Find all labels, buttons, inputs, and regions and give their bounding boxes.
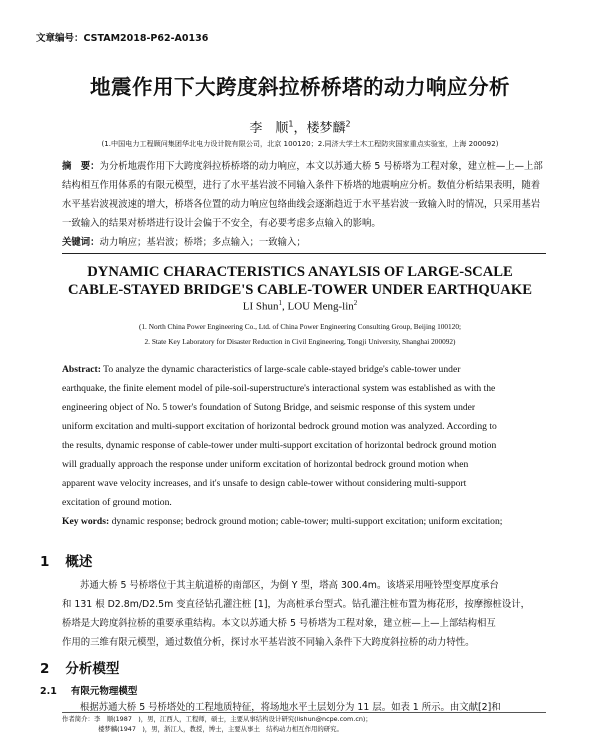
section-1-line-1: 苏通大桥 5 号桥塔位于其主航道桥的南部区，为倒 Y 型，塔高 300.4m。该塔采用哑铃型变厚度承台 [80, 580, 499, 591]
separator-line [62, 253, 546, 254]
section-1-line-2: 和 131 根 D2.8m/D2.5m 变直径钻孔灌注桩 [1]，为高桩承台型式。钻孔灌注桩布置为梅花形，按摩擦桩设计， [62, 599, 531, 610]
footnote [62, 714, 546, 734]
abstract-zh-label: 摘 要： [62, 161, 100, 172]
english-authors [0, 299, 600, 313]
section-2-title: 分析模型 [65, 661, 120, 677]
section-1-line-4: 作用的三维有限元模型，通过数值分析，探讨水平基岩波不同输入条件下大跨度斜拉桥的动力特性。 [62, 637, 475, 648]
footnote-line-2: 楼梦麟(1947 )，男，浙江人，教授，博士，主要从事土 结构动力相互作用的研究。 [98, 725, 343, 733]
section-1-line-3: 桥塔是大跨度斜拉桥的重要承重结构。本文以苏通大桥 5 号桥塔为工程对象，建立桩—上—上部结构相互 [62, 618, 496, 629]
section-1-number: 1 [40, 554, 50, 570]
author-1-zh-sup: 1 [288, 119, 294, 129]
keywords-zh-text: 动力响应；基岩波；桥塔；多点输入；一致输入； [99, 237, 306, 248]
section-2-heading [40, 657, 119, 677]
footnote-line-1: 作者简介：李 顺(1987 )，男，江西人，工程师，硕士，主要从事结构设计研究(lishun@ncpe.com.cn)； [62, 715, 372, 723]
abstract-en-line-5: the results, dynamic response of cable-tower under multi-support excitation of horizontal bedrock ground motion [62, 440, 497, 451]
english-title-line-2: CABLE-STAYED BRIDGE'S CABLE-TOWER UNDER EARTHQUAKE [68, 282, 532, 298]
chinese-keywords [62, 234, 544, 248]
author-1-en: LI Shun [242, 300, 279, 313]
section-2-1-number: 2.1 [40, 686, 57, 697]
footnote-rule [62, 712, 546, 713]
abstract-en-line-6: will gradually approach the response under uniform excitation of horizontal bedrock ground motion when [62, 459, 469, 470]
section-1-heading [40, 550, 92, 570]
abstract-en-line-8: excitation of ground motion. [62, 497, 172, 508]
abstract-en-line-4: uniform excitation and multi-support excitation of horizontal bedrock ground motion was analyzed. According to [62, 421, 497, 432]
abstract-en-line-7: apparent wave velocity increases, and it's unsafe to design cable-tower without considering multi-support [62, 478, 467, 489]
abstract-en-line-1: Abstract: To analyze the dynamic characteristics of large-scale cable-stayed bridge's cable-tower under [62, 364, 461, 375]
english-title-line-1: DYNAMIC CHARACTERISTICS ANAYLSIS OF LARGE-SCALE [87, 264, 513, 280]
keywords-zh-label: 关键词： [62, 237, 100, 248]
abstract-zh-line-3: 水平基岩波视波速的增大，桥塔各位置的动力响应包络曲线会逐渐趋近于水平基岩波一致输入时的情况，只采用基岩 [62, 199, 541, 210]
english-affiliation-2: 2. State Key Laboratory for Disaster Reduction in Civil Engineering, Tongji University, Shanghai 200092) [144, 337, 456, 346]
author-separator: ， [293, 121, 307, 136]
keywords-en-text: dynamic response; bedrock ground motion; cable-tower; multi-support excitation; uniform excitation; [109, 516, 503, 527]
section-1-title: 概述 [65, 554, 93, 570]
chinese-affiliations: (1.中国电力工程顾问集团华北电力设计院有限公司，北京 100120；2.同济大学土木工程防灾国家重点实验室，上海 200092) [101, 139, 499, 148]
author-separator-en: , [281, 300, 288, 313]
english-keywords [62, 516, 544, 527]
chinese-authors [0, 117, 600, 136]
author-2-en-sup: 2 [353, 299, 358, 307]
english-affiliation-1: (1. North China Power Engineering Co., Ltd. of China Power Engineering Consulting Group, Beijing 100120; [138, 322, 462, 331]
footnote-label: 作者简介： [62, 715, 94, 723]
article-number: 文章编号：CSTAM2018-P62-A0136 [36, 33, 209, 44]
english-title [0, 263, 600, 299]
author-2-en: LOU Meng-lin [287, 300, 354, 313]
abstract-en-line-2: earthquake, the finite element model of pile-soil-superstructure's interactional system was established as with the [62, 383, 496, 394]
section-2-1-line-1: 根据苏通大桥 5 号桥塔处的工程地质特征，将场地水平土层划分为 11 层。如表 1 所示。由文献[2]和 [80, 702, 501, 713]
keywords-en-label: Key words: [62, 516, 110, 527]
section-2-number: 2 [40, 661, 50, 677]
abstract-en-line-3: engineering object of No. 5 tower's foundation of Sutong Bridge, and seismic response of this system under [62, 402, 476, 413]
author-1-en-sup: 1 [278, 299, 282, 307]
english-affiliations [0, 319, 600, 349]
author-2-zh: 楼梦麟 [306, 121, 346, 136]
abstract-zh-line-1: 摘 要：为分析地震作用下大跨度斜拉桥桥塔的动力响应，本文以苏通大桥 5 号桥塔为工程对象，建立桩—上—上部 [62, 161, 543, 172]
section-2-1-heading [40, 683, 137, 697]
chinese-title: 地震作用下大跨度斜拉桥桥塔的动力响应分析 [90, 75, 510, 99]
section-2-1-title: 有限元物理模型 [70, 686, 138, 697]
author-1-zh: 李 顺 [249, 121, 289, 136]
abstract-en-label: Abstract: [62, 364, 101, 375]
abstract-zh-line-2: 结构相互作用体系的有限元模型，进行了水平基岩波不同输入条件下桥塔的地震响应分析。数值分析结果表明，随着 [62, 180, 541, 191]
author-2-zh-sup: 2 [345, 119, 351, 129]
abstract-zh-line-4: 一致输入的结果对桥塔进行设计会偏于不安全，有必要考虑多点输入的影响。 [62, 218, 381, 229]
